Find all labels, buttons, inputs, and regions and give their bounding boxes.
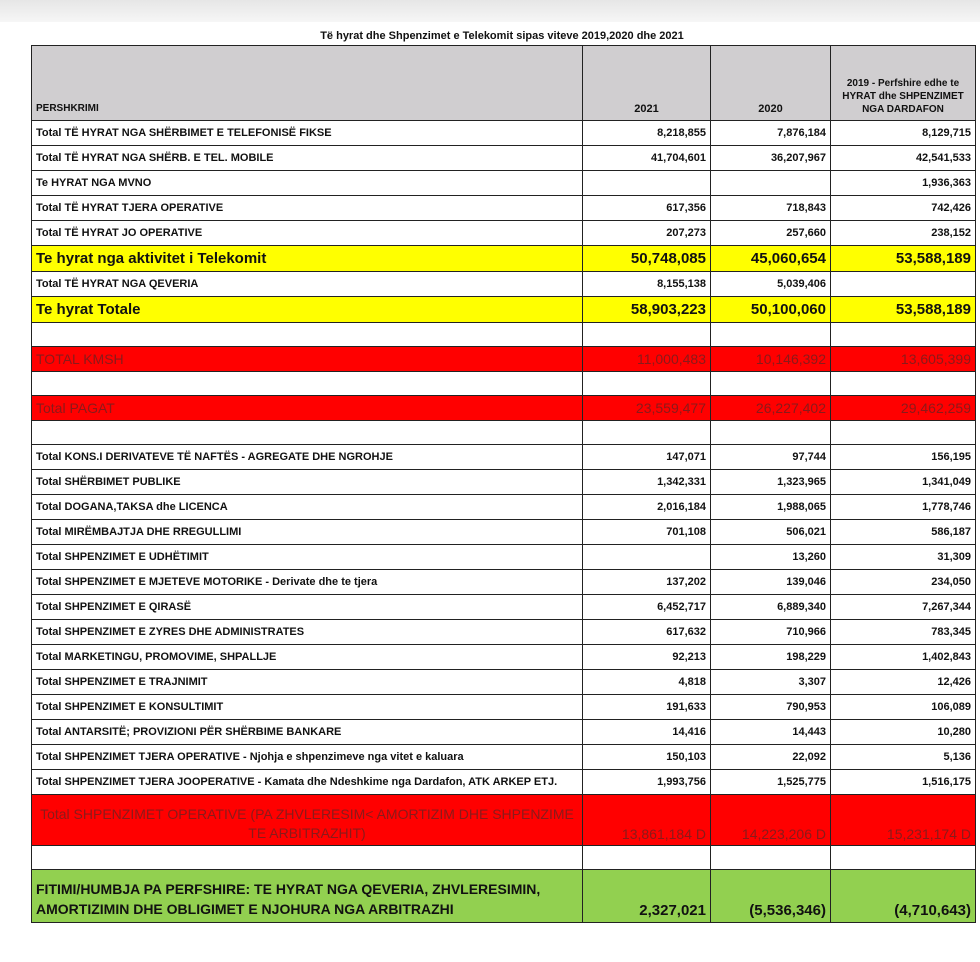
spacer-row [32,421,976,445]
table-row [32,171,976,196]
table-row [32,745,976,770]
value-2019: 8,129,715 [831,121,976,146]
header-description: PERSHKRIMI [32,46,583,121]
value-2021: 58,903,223 [583,297,711,323]
value-2021: 617,632 [583,620,711,645]
value-2020: 97,744 [711,445,831,470]
table-row [32,770,976,795]
value-2020: 22,092 [711,745,831,770]
value-2019: 1,402,843 [831,645,976,670]
table-row [32,445,976,470]
value-2020 [711,171,831,196]
table-header-row [32,46,976,121]
row-label: Te hyrat Totale [32,297,583,323]
value-2021: 617,356 [583,196,711,221]
value-2021 [583,545,711,570]
row-label: Total MARKETINGU, PROMOVIME, SHPALLJE [32,645,583,670]
spacer-row [32,846,976,870]
value-2019: 156,195 [831,445,976,470]
header-2020: 2020 [711,46,831,121]
value-2019: 1,936,363 [831,171,976,196]
header-2021: 2021 [583,46,711,121]
row-label: Total TË HYRAT NGA SHËRB. E TEL. MOBILE [32,146,583,171]
value-2019: 5,136 [831,745,976,770]
value-2019: 31,309 [831,545,976,570]
row-label: Total DOGANA,TAKSA dhe LICENCA [32,495,583,520]
value-2019: 10,280 [831,720,976,745]
top-band [0,0,980,22]
header-2019: 2019 - Perfshire edhe te HYRAT dhe SHPENZIMET NGA DARDAFON [831,46,976,121]
table-row [32,670,976,695]
value-2021: 701,108 [583,520,711,545]
value-2021: 8,155,138 [583,272,711,297]
value-2021: 137,202 [583,570,711,595]
value-2019: 29,462,259 [831,396,976,421]
table-row [32,570,976,595]
row-label: FITIMI/HUMBJA PA PERFSHIRE: TE HYRAT NGA QEVERIA, ZHVLERESIMIN, AMORTIZIMIN DHE OBLIGIMET E NJOHURA NGA ARBITRAZHI [32,870,583,923]
value-2019: (4,710,643) [831,870,976,923]
highlight-row-operating-expenses [32,795,976,846]
value-2020: 7,876,184 [711,121,831,146]
value-2020: 5,039,406 [711,272,831,297]
row-label: Total TË HYRAT JO OPERATIVE [32,221,583,246]
row-label: Total SHPENZIMET OPERATIVE (PA ZHVLERESIM< AMORTIZIM DHE SHPENZIME TE ARBITRAZHIT) [32,795,583,846]
row-label: Total PAGAT [32,396,583,421]
table-row [32,520,976,545]
row-label: TOTAL KMSH [32,347,583,372]
value-2019 [831,272,976,297]
spacer-row [32,372,976,396]
value-2020: 10,146,392 [711,347,831,372]
table-row [32,695,976,720]
row-label: Total SHPENZIMET E KONSULTIMIT [32,695,583,720]
value-2021: 2,016,184 [583,495,711,520]
value-2020: 710,966 [711,620,831,645]
row-label: Total TË HYRAT TJERA OPERATIVE [32,196,583,221]
value-2019: 12,426 [831,670,976,695]
table-row [32,645,976,670]
value-2020: 13,260 [711,545,831,570]
row-label: Total SHPENZIMET TJERA OPERATIVE - Njohja e shpenzimeve nga vitet e kaluara [32,745,583,770]
row-label: Total TË HYRAT NGA QEVERIA [32,272,583,297]
value-2020: 6,889,340 [711,595,831,620]
value-2020: 198,229 [711,645,831,670]
value-2021: 50,748,085 [583,246,711,272]
table-row [32,146,976,171]
row-label: Total SHPENZIMET E UDHËTIMIT [32,545,583,570]
value-2021: 23,559,477 [583,396,711,421]
value-2020: 3,307 [711,670,831,695]
value-2019: 1,516,175 [831,770,976,795]
highlight-row-total-revenue [32,297,976,323]
value-2019: 238,152 [831,221,976,246]
value-2019: 742,426 [831,196,976,221]
table-row [32,620,976,645]
value-2019: 783,345 [831,620,976,645]
value-2020: 45,060,654 [711,246,831,272]
row-label: Total SHPENZIMET E MJETEVE MOTORIKE - Derivate dhe te tjera [32,570,583,595]
row-label: Total MIRËMBAJTJA DHE RREGULLIMI [32,520,583,545]
value-2020: 26,227,402 [711,396,831,421]
value-2020: (5,536,346) [711,870,831,923]
row-label: Total SHPENZIMET TJERA JOOPERATIVE - Kamata dhe Ndeshkime nga Dardafon, ATK ARKEP ETJ. [32,770,583,795]
value-2020: 1,525,775 [711,770,831,795]
table-row [32,545,976,570]
value-2021: 191,633 [583,695,711,720]
value-2021: 207,273 [583,221,711,246]
value-2021: 41,704,601 [583,146,711,171]
value-2020: 1,323,965 [711,470,831,495]
value-2021: 147,071 [583,445,711,470]
row-label: Total SHPENZIMET E TRAJNIMIT [32,670,583,695]
value-2020: 718,843 [711,196,831,221]
highlight-row-kmsh [32,347,976,372]
value-2019: 7,267,344 [831,595,976,620]
table-row [32,495,976,520]
value-2021: 11,000,483 [583,347,711,372]
value-2020: 36,207,967 [711,146,831,171]
value-2021: 150,103 [583,745,711,770]
page-title: Të hyrat dhe Shpenzimet e Telekomit sipas viteve 2019,2020 dhe 2021 [320,30,684,42]
value-2019: 586,187 [831,520,976,545]
value-2019: 13,605,399 [831,347,976,372]
table-row [32,720,976,745]
value-2020: 257,660 [711,221,831,246]
value-2021: 4,818 [583,670,711,695]
value-2021: 1,993,756 [583,770,711,795]
value-2020: 1,988,065 [711,495,831,520]
highlight-row-telekom-revenue [32,246,976,272]
value-2021: 6,452,717 [583,595,711,620]
value-2019: 53,588,189 [831,246,976,272]
row-label: Total ANTARSITË; PROVIZIONI PËR SHËRBIME BANKARE [32,720,583,745]
table-row [32,196,976,221]
row-label: Te HYRAT NGA MVNO [32,171,583,196]
value-2021: 14,416 [583,720,711,745]
spacer-row [32,323,976,347]
table-row [32,221,976,246]
highlight-row-wages [32,396,976,421]
row-label: Total SHPENZIMET E QIRASË [32,595,583,620]
value-2020: 14,223,206 D [711,795,831,846]
highlight-row-profit-loss [32,870,976,923]
row-label: Total SHËRBIMET PUBLIKE [32,470,583,495]
table-row [32,121,976,146]
value-2019: 1,341,049 [831,470,976,495]
value-2021: 2,327,021 [583,870,711,923]
table-row [32,595,976,620]
value-2021: 13,861,184 D [583,795,711,846]
value-2020: 790,953 [711,695,831,720]
value-2019: 53,588,189 [831,297,976,323]
value-2021 [583,171,711,196]
value-2019: 234,050 [831,570,976,595]
row-label: Te hyrat nga aktivitet i Telekomit [32,246,583,272]
value-2020: 50,100,060 [711,297,831,323]
value-2020: 506,021 [711,520,831,545]
row-label: Total TË HYRAT NGA SHËRBIMET E TELEFONISË FIKSE [32,121,583,146]
value-2019: 15,231,174 D [831,795,976,846]
value-2019: 1,778,746 [831,495,976,520]
value-2021: 8,218,855 [583,121,711,146]
finance-table [31,45,976,923]
value-2021: 92,213 [583,645,711,670]
table-row [32,470,976,495]
row-label: Total KONS.I DERIVATEVE TË NAFTËS - AGREGATE DHE NGROHJE [32,445,583,470]
value-2021: 1,342,331 [583,470,711,495]
value-2020: 14,443 [711,720,831,745]
row-label: Total SHPENZIMET E ZYRES DHE ADMINISTRATES [32,620,583,645]
value-2019: 42,541,533 [831,146,976,171]
table-row [32,272,976,297]
value-2019: 106,089 [831,695,976,720]
value-2020: 139,046 [711,570,831,595]
